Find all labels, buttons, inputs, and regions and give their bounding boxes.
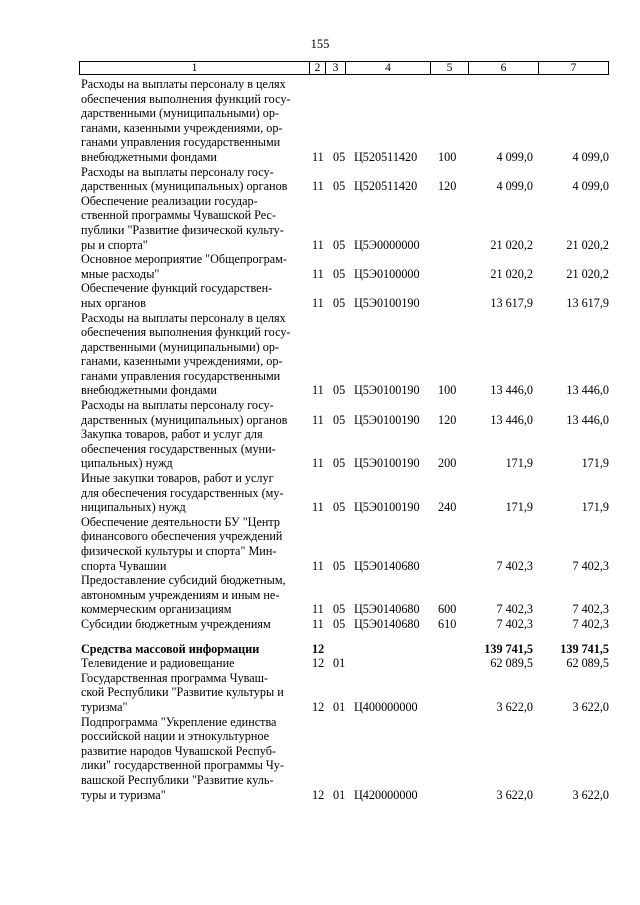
subsection-code: 05 — [333, 237, 346, 252]
subsection-code: 05 — [333, 149, 346, 164]
column-header-1: 1 — [191, 62, 198, 74]
section-code: 11 — [312, 295, 324, 310]
table-row — [81, 165, 609, 194]
column-header-6: 6 — [468, 62, 538, 74]
expense-type-code: 240 — [438, 500, 457, 515]
amount-column-6: 139 741,5 — [484, 641, 533, 656]
page-number: 155 — [310, 37, 330, 51]
description-line: Обеспечение реализации государ- — [81, 193, 258, 208]
target-article-code: Ц400000000 — [354, 699, 418, 714]
target-article-code: Ц520511420 — [354, 179, 418, 194]
row-spacer — [81, 632, 609, 642]
amount-column-7: 3 622,0 — [572, 787, 609, 802]
table-row — [81, 617, 609, 632]
description-line: Иные закупки товаров, работ и услуг — [81, 471, 274, 486]
subsection-code: 05 — [333, 456, 346, 471]
row-description — [81, 671, 303, 715]
row-description — [81, 398, 303, 427]
description-line: спорта Чувашии — [81, 558, 167, 573]
description-line: финансового обеспечения учреждений — [81, 529, 283, 544]
description-line: ципальных) нужд — [81, 456, 173, 471]
description-line: ры и спорта" — [81, 237, 148, 252]
amount-column-6: 62 089,5 — [490, 656, 533, 671]
section-code: 11 — [312, 266, 324, 281]
description-line: мные расходы" — [81, 266, 160, 281]
amount-column-7: 139 741,5 — [560, 641, 609, 656]
description-line: Подпрограмма "Укрепление единства — [81, 714, 277, 729]
description-line: Средства массовой информации — [81, 641, 260, 656]
amount-column-6: 13 446,0 — [490, 383, 533, 398]
row-description — [81, 642, 303, 657]
subsection-code: 01 — [333, 699, 346, 714]
row-description — [81, 617, 303, 632]
amount-column-7: 7 402,3 — [572, 558, 609, 573]
description-line: российской нации и этнокультурное — [81, 729, 270, 744]
section-code: 12 — [312, 787, 325, 802]
table-row — [81, 671, 609, 715]
subsection-code: 05 — [333, 179, 346, 194]
description-line: обеспечения выполнения функций госу- — [81, 325, 291, 340]
subsection-code: 05 — [333, 412, 346, 427]
description-line: Расходы на выплаты персоналу в целях — [81, 310, 286, 325]
description-line: Закупка товаров, работ и услуг для — [81, 427, 263, 442]
description-line: дарственными (муниципальными) ор- — [81, 339, 279, 354]
description-line: Телевидение и радиовещание — [81, 656, 235, 671]
amount-column-7: 171,9 — [581, 456, 609, 471]
subsection-code: 01 — [333, 787, 346, 802]
column-header-7: 7 — [538, 62, 608, 74]
subsection-code: 05 — [333, 558, 346, 573]
section-code: 12 — [312, 699, 325, 714]
section-code: 11 — [312, 602, 324, 617]
description-line: публики "Развитие физической культу- — [81, 222, 284, 237]
target-article-code: Ц5Э0100190 — [354, 383, 420, 398]
section-code: 12 — [312, 656, 325, 671]
description-line: Основное мероприятие "Общепрограм- — [81, 252, 287, 267]
section-code: 11 — [312, 616, 324, 631]
expense-type-code: 120 — [438, 412, 457, 427]
target-article-code: Ц5Э0140680 — [354, 602, 420, 617]
target-article-code: Ц5Э0140680 — [354, 558, 420, 573]
description-line: вашской Республики "Развитие куль- — [81, 772, 274, 787]
section-code: 12 — [312, 641, 325, 656]
description-line: ской Республики "Развитие культуры и — [81, 685, 284, 700]
row-description — [81, 77, 303, 165]
amount-column-6: 13 446,0 — [490, 412, 533, 427]
description-line: внебюджетными фондами — [81, 383, 217, 398]
target-article-code: Ц5Э0100000 — [354, 266, 420, 281]
subsection-code: 05 — [333, 383, 346, 398]
section-code: 11 — [312, 500, 324, 515]
amount-column-6: 3 622,0 — [496, 699, 533, 714]
amount-column-6: 4 099,0 — [496, 179, 533, 194]
amount-column-6: 7 402,3 — [496, 602, 533, 617]
table-row — [81, 471, 609, 515]
description-line: Обеспечение деятельности БУ "Центр — [81, 514, 280, 529]
subsection-code: 05 — [333, 500, 346, 515]
table-row — [81, 715, 609, 803]
column-header-4: 4 — [345, 62, 430, 74]
subsection-code: 05 — [333, 602, 346, 617]
amount-column-7: 13 446,0 — [566, 412, 609, 427]
description-line: ственной программы Чувашской Рес- — [81, 208, 276, 223]
amount-column-6: 171,9 — [505, 456, 533, 471]
description-line: дарственными (муниципальными) ор- — [81, 106, 279, 121]
description-line: ниципальных) нужд — [81, 500, 186, 515]
expense-type-code: 100 — [438, 383, 457, 398]
row-description — [81, 656, 303, 671]
description-line: Государственная программа Чуваш- — [81, 670, 269, 685]
subsection-code: 05 — [333, 616, 346, 631]
amount-column-7: 7 402,3 — [572, 602, 609, 617]
budget-table-body — [81, 77, 609, 802]
description-line: Обеспечение функций государствен- — [81, 281, 273, 296]
description-line: Субсидии бюджетным учреждениям — [81, 616, 271, 631]
row-description — [81, 311, 303, 399]
description-line: внебюджетными фондами — [81, 149, 217, 164]
table-row — [81, 77, 609, 165]
table-row — [81, 515, 609, 573]
description-line: обеспечения государственных (муни- — [81, 441, 276, 456]
description-line: ганами управления государственными — [81, 368, 281, 383]
amount-column-7: 13 446,0 — [566, 383, 609, 398]
row-description — [81, 427, 303, 471]
description-line: дарственных (муниципальных) органов — [81, 412, 288, 427]
section-code: 11 — [312, 558, 324, 573]
target-article-code: Ц5Э0100190 — [354, 295, 420, 310]
amount-column-6: 21 020,2 — [490, 266, 533, 281]
column-header-2: 2 — [309, 62, 325, 74]
table-row — [81, 311, 609, 399]
amount-column-7: 4 099,0 — [572, 179, 609, 194]
subsection-code: 05 — [333, 295, 346, 310]
row-description — [81, 715, 303, 803]
description-line: автономным учреждениям и иным не- — [81, 587, 280, 602]
row-description — [81, 471, 303, 515]
amount-column-6: 4 099,0 — [496, 149, 533, 164]
expense-type-code: 610 — [438, 616, 457, 631]
column-header-5: 5 — [430, 62, 468, 74]
subsection-code: 05 — [333, 266, 346, 281]
amount-column-6: 3 622,0 — [496, 787, 533, 802]
description-line: лики" государственной программы Чу- — [81, 758, 284, 773]
description-line: ганами, казенными учреждениями, ор- — [81, 354, 283, 369]
amount-column-7: 3 622,0 — [572, 699, 609, 714]
target-article-code: Ц5Э0100190 — [354, 456, 420, 471]
expense-type-code: 120 — [438, 179, 457, 194]
amount-column-7: 7 402,3 — [572, 616, 609, 631]
expense-type-code: 600 — [438, 602, 457, 617]
target-article-code: Ц5Э0000000 — [354, 237, 420, 252]
amount-column-7: 4 099,0 — [572, 149, 609, 164]
amount-column-6: 7 402,3 — [496, 558, 533, 573]
description-line: обеспечения выполнения функций госу- — [81, 91, 291, 106]
row-description — [81, 573, 303, 617]
table-row — [81, 194, 609, 252]
table-row — [81, 281, 609, 310]
amount-column-6: 13 617,9 — [490, 295, 533, 310]
table-row — [81, 642, 609, 657]
description-line: туры и туризма" — [81, 787, 166, 802]
description-line: Расходы на выплаты персоналу госу- — [81, 164, 274, 179]
table-header — [79, 61, 609, 75]
row-description — [81, 165, 303, 194]
description-line: дарственных (муниципальных) органов — [81, 179, 288, 194]
amount-column-6: 171,9 — [505, 500, 533, 515]
description-line: Предоставление субсидий бюджетным, — [81, 573, 286, 588]
expense-type-code: 100 — [438, 149, 457, 164]
amount-column-7: 21 020,2 — [566, 266, 609, 281]
description-line: для обеспечения государственных (му- — [81, 485, 284, 500]
row-description — [81, 281, 303, 310]
table-row — [81, 427, 609, 471]
description-line: ных органов — [81, 295, 146, 310]
description-line: туризма" — [81, 699, 128, 714]
description-line: коммерческим организациям — [81, 602, 232, 617]
amount-column-6: 7 402,3 — [496, 616, 533, 631]
section-code: 11 — [312, 456, 324, 471]
amount-column-7: 171,9 — [581, 500, 609, 515]
amount-column-7: 62 089,5 — [566, 656, 609, 671]
table-row — [81, 573, 609, 617]
target-article-code: Ц5Э0140680 — [354, 616, 420, 631]
target-article-code: Ц420000000 — [354, 787, 418, 802]
description-line: Расходы на выплаты персоналу госу- — [81, 398, 274, 413]
table-row — [81, 656, 609, 671]
expense-type-code: 200 — [438, 456, 457, 471]
description-line: ганами, казенными учреждениями, ор- — [81, 120, 283, 135]
description-line: ганами управления государственными — [81, 135, 281, 150]
target-article-code: Ц5Э0100190 — [354, 412, 420, 427]
target-article-code: Ц5Э0100190 — [354, 500, 420, 515]
table-row — [81, 252, 609, 281]
description-line: Расходы на выплаты персоналу в целях — [81, 77, 286, 91]
row-description — [81, 194, 303, 252]
row-description — [81, 252, 303, 281]
table-row — [81, 398, 609, 427]
section-code: 11 — [312, 237, 324, 252]
section-code: 11 — [312, 412, 324, 427]
subsection-code: 01 — [333, 656, 346, 671]
amount-column-7: 21 020,2 — [566, 237, 609, 252]
amount-column-7: 13 617,9 — [566, 295, 609, 310]
target-article-code: Ц520511420 — [354, 149, 418, 164]
amount-column-6: 21 020,2 — [490, 237, 533, 252]
section-code: 11 — [312, 383, 324, 398]
description-line: физической культуры и спорта" Мин- — [81, 544, 277, 558]
column-header-3: 3 — [325, 62, 345, 74]
description-line: развитие народов Чувашской Респуб- — [81, 743, 276, 758]
section-code: 11 — [312, 149, 324, 164]
section-code: 11 — [312, 179, 324, 194]
row-description — [81, 515, 303, 573]
